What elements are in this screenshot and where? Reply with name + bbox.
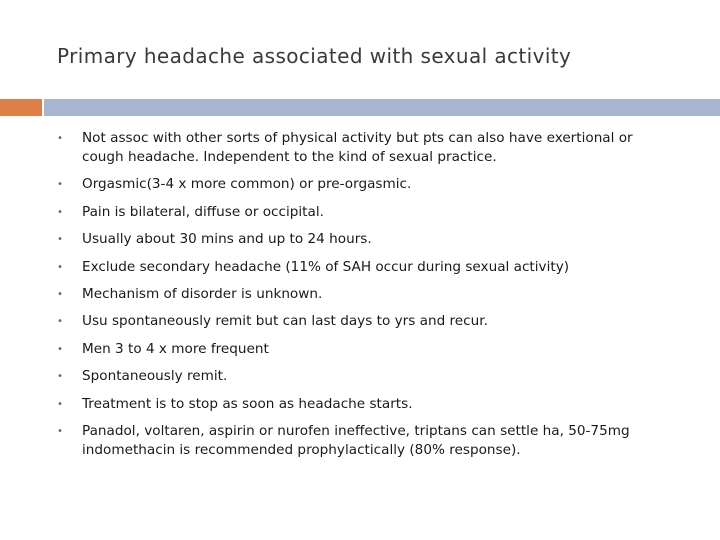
bullet-icon: • bbox=[57, 234, 63, 246]
accent-bar bbox=[0, 99, 42, 116]
header-bar bbox=[44, 99, 720, 116]
bullet-icon: • bbox=[57, 261, 63, 273]
bullet-item bbox=[57, 285, 677, 304]
bullet-icon: • bbox=[57, 425, 63, 437]
bullet-item bbox=[57, 230, 677, 249]
bullet-text: Orgasmic(3-4 x more common) or pre-orgasmic. bbox=[82, 176, 412, 193]
bullet-icon: • bbox=[57, 288, 63, 300]
bullet-icon: • bbox=[57, 371, 63, 383]
bullet-list bbox=[57, 129, 677, 468]
bullet-item bbox=[57, 340, 677, 359]
bullet-item bbox=[57, 129, 677, 167]
bullet-item bbox=[57, 395, 677, 414]
bullet-text: Treatment is to stop as soon as headache starts. bbox=[82, 395, 413, 412]
bullet-icon: • bbox=[57, 316, 63, 328]
bullet-icon: • bbox=[57, 398, 63, 410]
bullet-text: Spontaneously remit. bbox=[82, 368, 228, 385]
bullet-text: Usually about 30 mins and up to 24 hours. bbox=[82, 231, 372, 248]
bullet-item bbox=[57, 175, 677, 194]
bullet-text: Mechanism of disorder is unknown. bbox=[82, 285, 323, 302]
bullet-text: Men 3 to 4 x more frequent bbox=[82, 340, 269, 357]
bullet-item bbox=[57, 422, 677, 460]
bullet-item bbox=[57, 203, 677, 222]
bullet-icon: • bbox=[57, 179, 63, 191]
bullet-item bbox=[57, 312, 677, 331]
bullet-text: Pain is bilateral, diffuse or occipital. bbox=[82, 203, 324, 220]
bullet-text: Panadol, voltaren, aspirin or nurofen ineffective, triptans can settle ha, 50-75mg indomethacin is recommended prophylactically (80% response). bbox=[82, 422, 630, 458]
bullet-item bbox=[57, 258, 677, 277]
bullet-item bbox=[57, 367, 677, 386]
bullet-icon: • bbox=[57, 133, 63, 144]
bullet-text: Not assoc with other sorts of physical activity but pts can also have exertional or cough headache. Independent to the kind of sexual practice. bbox=[82, 130, 633, 165]
bullet-text: Usu spontaneously remit but can last days to yrs and recur. bbox=[82, 313, 488, 330]
slide-title: Primary headache associated with sexual activity bbox=[57, 44, 572, 68]
bullet-icon: • bbox=[57, 343, 63, 355]
bullet-text: Exclude secondary headache (11% of SAH occur during sexual activity) bbox=[82, 258, 570, 275]
bullet-icon: • bbox=[57, 206, 63, 218]
